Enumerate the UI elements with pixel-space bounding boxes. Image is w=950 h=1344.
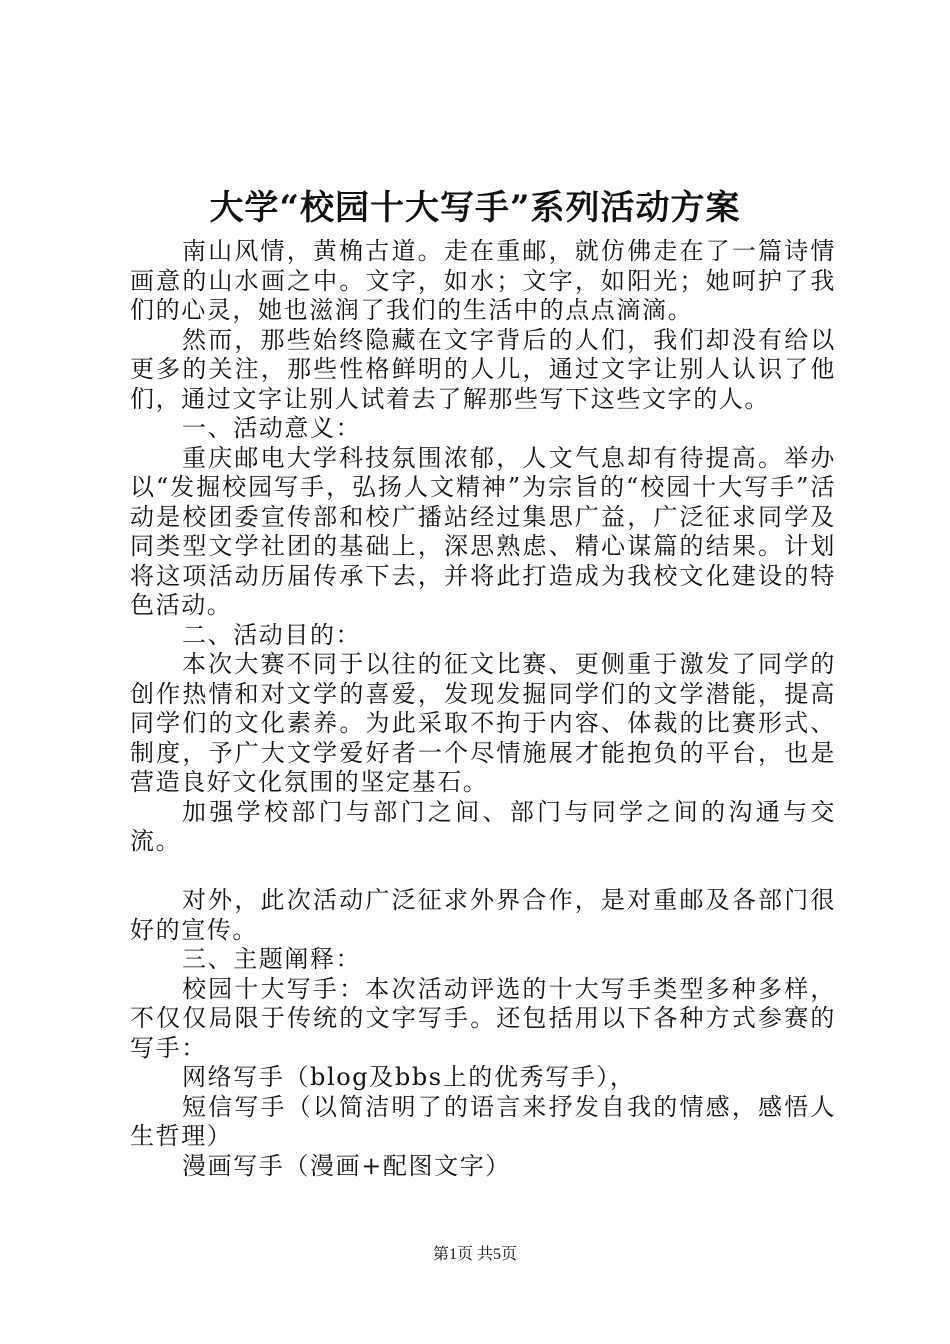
paragraph-communication: 加强学校部门与部门之间、部门与同学之间的沟通与交流。 — [130, 797, 836, 855]
list-item-sms-writer: 短信写手（以简洁明了的语言来抒发自我的情感，感悟人生哲理） — [130, 1092, 836, 1150]
section-heading-significance: 一、活动意义： — [182, 414, 362, 442]
paragraph-external: 对外，此次活动广泛征求外界合作，是对重邮及各部门很好的宣传。 — [130, 886, 836, 944]
paragraph-purpose: 本次大赛不同于以往的征文比赛、更侧重于激发了同学的创作热情和对文学的喜爱，发现发掘同学们的文学潜能，提高同学们的文化素养。为此采取不拘于内容、体裁的比赛形式、制度，予广大文学爱好者一个尽情施展才能抱负的平台，也是营造良好文化氛围的坚定基石。 — [130, 650, 836, 796]
document-title: 大学“校园十大写手”系列活动方案 — [209, 188, 741, 228]
list-item-comic-writer: 漫画写手（漫画+配图文字） — [182, 1151, 511, 1180]
paragraph-theme: 校园十大写手：本次活动评选的十大写手类型多种多样，不仅仅局限于传统的文字写手。还包括用以下各种方式参赛的写手： — [130, 974, 836, 1062]
document-body — [130, 237, 836, 1181]
paragraph-intro-1: 南山风情，黄桷古道。走在重邮，就仿佛走在了一篇诗情画意的山水画之中。文字，如水；文字，如阳光；她呵护了我们的心灵，她也滋润了我们的生活中的点点滴滴。 — [130, 237, 836, 324]
page-number: 第1页 共5页 — [432, 1246, 517, 1263]
paragraph-significance: 重庆邮电大学科技氛围浓郁，人文气息却有待提高。举办以“发掘校园写手，弘扬人文精神”为宗旨的“校园十大写手”活动是校团委宣传部和校广播站经过集思广益，广泛征求同学及同类型文学社团的基础上，深思熟虑、精心谋篇的结果。计划将这项活动历届传承下去，并将此打造成为我校文化建设的特色活动。 — [130, 443, 836, 619]
paragraph-intro-2: 然而，那些始终隐藏在文字背后的人们，我们却没有给以更多的关注，那些性格鲜明的人儿，通过文字让别人认识了他们，通过文字让别人试着去了解那些写下这些文字的人。 — [130, 325, 836, 413]
list-item-network-writer: 网络写手（blog及bbs上的优秀写手）， — [182, 1063, 636, 1091]
blank-line — [130, 857, 836, 887]
section-heading-theme: 三、主题阐释： — [182, 945, 362, 973]
section-heading-purpose: 二、活动目的： — [182, 620, 362, 649]
